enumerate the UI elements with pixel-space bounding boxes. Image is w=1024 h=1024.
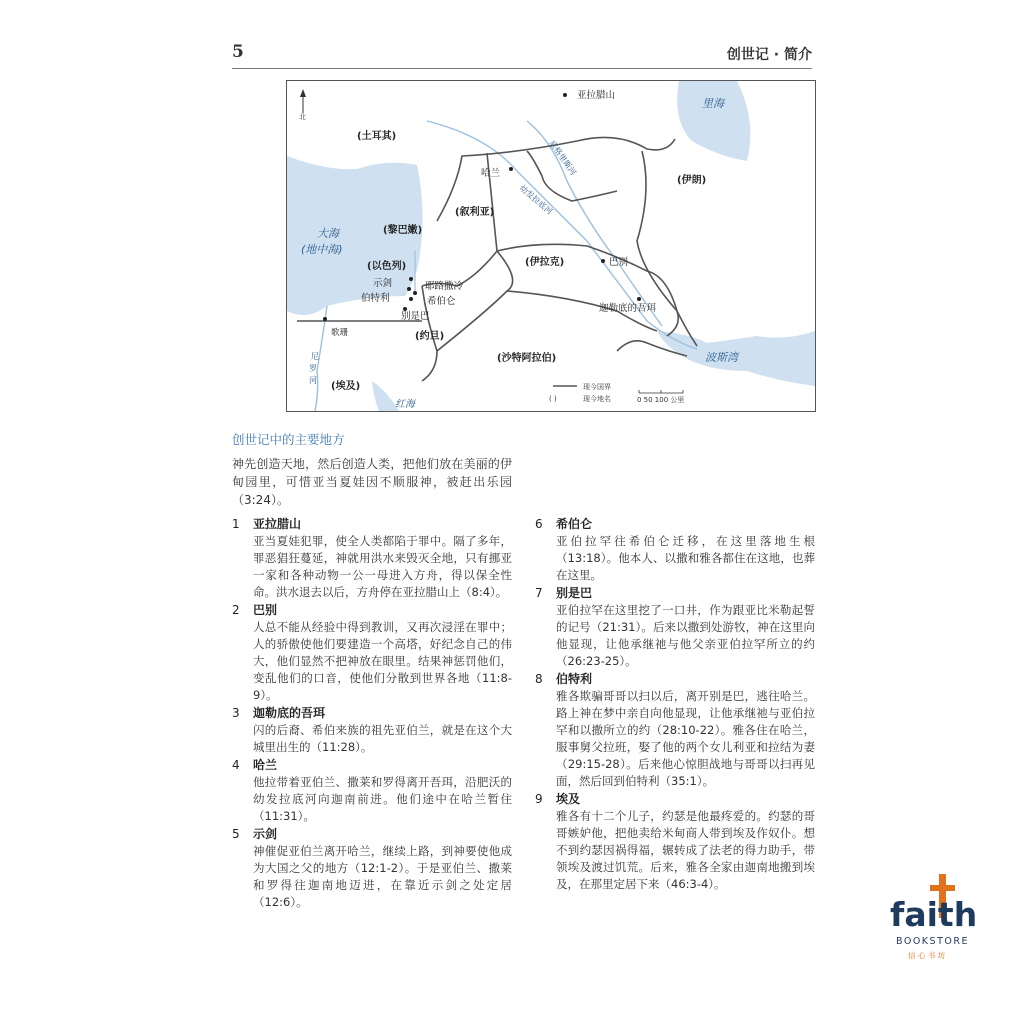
label-shechem: 示剑 [373,278,393,289]
logo-chinese: 信 心 书 坊 [908,951,946,960]
entry-number: 2 [232,603,240,617]
entry-number: 5 [232,827,240,841]
label-nile-3: 河 [309,376,317,385]
location-entry [232,757,512,825]
entry-heading [535,516,815,533]
scale-label: 0 50 100 公里 [637,396,685,404]
label-ararat: 亚拉腊山 [577,90,616,101]
faith-bookstore-logo [886,872,986,972]
entry-heading [232,705,512,722]
region-iran: (伊朗) [677,175,707,186]
label-haran: 哈兰 [481,168,501,179]
location-entry [535,791,815,893]
label-nile-1: 尼 [311,352,319,361]
region-saudi: (沙特阿拉伯) [497,353,557,364]
label-jerusalem: 耶路撒冷 [425,281,464,292]
location-entry [535,585,815,670]
map-figure [286,80,816,412]
entry-heading [232,602,512,619]
entry-text: 闪的后裔、希伯来族的祖先亚伯兰，就是在这个大城里出生的（11:28）。 [253,723,512,754]
entry-number: 6 [535,517,543,531]
label-bethel: 伯特利 [361,293,390,304]
cross-horizontal [930,885,955,891]
entry-text: 雅各欺骗哥哥以扫以后，离开别是巴，逃往哈兰。路上神在梦中亲自向他显现，让他承继祂与亚伯拉罕和以撒所立的约（28:10-22）。雅各住在哈兰，服事舅父拉班，娶了他的两个女儿利亚和拉结为妻（29:15-28）。后来他心惊胆战地与哥哥以扫再见面，然后回到伯特利（35:1）。 [556,689,815,788]
region-turkey: (土耳其) [357,131,397,142]
legend-border-label: 现今国界 [583,383,611,391]
entry-text: 亚当夏娃犯罪，使全人类都陷于罪中。隔了多年，罪恶猖狂蔓延，神就用洪水来毁灭全地，只有挪亚一家和各种动物一公一母进入方舟，得以保全性命。洪水退去以后，方舟停在亚拉腊山上（8:4）。 [253,534,512,599]
entry-heading [535,791,815,808]
header-rule [232,68,812,69]
entry-number: 3 [232,706,240,720]
region-lebanon: (黎巴嫩) [383,225,423,236]
location-entry [232,826,512,911]
label-nile-2: 罗 [309,364,317,373]
scale-bar [639,390,683,393]
label-beersheba: 别是巴 [401,311,430,322]
entry-text: 亚伯拉罕往希伯仑迁移，在这里落地生根（13:18）。他本人、以撒和雅各都住在这地，也葬在这里。 [556,534,815,582]
entry-heading [232,516,512,533]
page-number: 5 [232,42,244,62]
entry-heading [232,826,512,843]
label-euphrates: 幼发拉底河 [517,183,555,217]
location-entry [535,671,815,790]
label-hebron: 希伯仑 [427,296,456,307]
entry-text: 他拉带着亚伯兰、撒莱和罗得离开吾珥，沿肥沃的幼发拉底河向迦南前进。他们途中在哈兰暂住（11:31）。 [253,775,512,823]
north-arrow [300,89,306,113]
entry-text: 人总不能从经验中得到教训，又再次浸淫在罪中；人的骄傲使他们要建造一个高塔，好纪念自己的伟大，他们显然不把神放在眼里。结果神惩罚他们，变乱他们的口音，使他们分散到世界各地（11:8-9）。 [253,620,512,702]
region-jordan: (约旦) [415,331,445,342]
entry-title: 巴别 [253,603,278,617]
label-persian-gulf: 波斯湾 [705,351,738,364]
entry-number: 1 [232,517,240,531]
entries-left-column [232,516,512,912]
region-syria: (叙利亚) [455,207,495,218]
label-babel: 巴别 [609,257,629,268]
region-egypt: (埃及) [331,381,361,392]
entry-heading [232,757,512,774]
intro-paragraph: 神先创造天地，然后创造人类，把他们放在美丽的伊甸园里，可惜亚当夏娃因不顺服神，被赶出乐园（3:24）。 [232,457,512,507]
label-ur: 迦勒底的吾珥 [599,303,657,314]
logo-word: faith [890,895,978,934]
north-label: 北 [299,113,306,121]
entry-number: 7 [535,586,543,600]
entry-title: 哈兰 [253,758,278,772]
entries-right-column [535,516,815,894]
caspian-sea [677,81,750,161]
entry-title: 伯特利 [556,672,593,686]
label-med-1: 大海 [317,227,339,240]
map-svg [287,81,815,411]
location-entry [232,602,512,704]
entry-title: 示剑 [253,827,278,841]
entry-text: 亚伯拉罕在这里挖了一口井，作为跟亚比米勒起誓的记号（21:31）。后来以撒到处游牧，神在这里向他显现，让他承继祂与他父亲亚伯拉罕所立的约（26:23-25）。 [556,603,815,668]
entry-title: 迦勒底的吾珥 [253,706,326,720]
label-caspian: 里海 [702,97,724,110]
entry-number: 8 [535,672,543,686]
section-title: 创世记中的主要地方 [232,432,345,447]
map-legend [549,382,684,404]
entry-title: 埃及 [556,792,581,806]
location-entry [232,516,512,601]
legend-paren-symbol: ( ) [549,395,557,403]
label-med-2: (地中海) [301,243,343,256]
entry-title: 别是巴 [556,586,593,600]
entry-title: 亚拉腊山 [253,517,302,531]
label-red-sea: 红海 [395,399,415,410]
entry-text: 神催促亚伯兰离开哈兰，继续上路，到神要使他成为大国之父的地方（12:1-2）。于是亚伯兰、撒莱和罗得往迦南地迈进，在靠近示剑之处定居（12:6）。 [253,844,512,909]
entry-number: 4 [232,758,240,772]
location-entry [232,705,512,756]
legend-modern-names: 现今地名 [583,395,611,403]
entry-number: 9 [535,792,543,806]
label-tigris: 底格里斯河 [547,138,578,177]
entry-heading [535,585,815,602]
entry-title: 希伯仑 [556,517,593,531]
region-israel: (以色列) [367,261,407,272]
entry-text: 雅各有十二个儿子，约瑟是他最疼爱的。约瑟的哥哥嫉妒他，把他卖给米甸商人带到埃及作奴仆。想不到约瑟因祸得福，辗转成了法老的得力助手，带领埃及渡过饥荒。后来，雅各全家由迦南地搬到埃及，在那里定居下来（46:3-4）。 [556,809,815,891]
region-iraq: (伊拉克) [525,257,565,268]
entry-heading [535,671,815,688]
location-entry [535,516,815,584]
label-goshen: 歌珊 [331,328,349,338]
running-head: 创世记 · 简介 [726,47,812,63]
logo-sub: BOOKSTORE [896,936,969,947]
